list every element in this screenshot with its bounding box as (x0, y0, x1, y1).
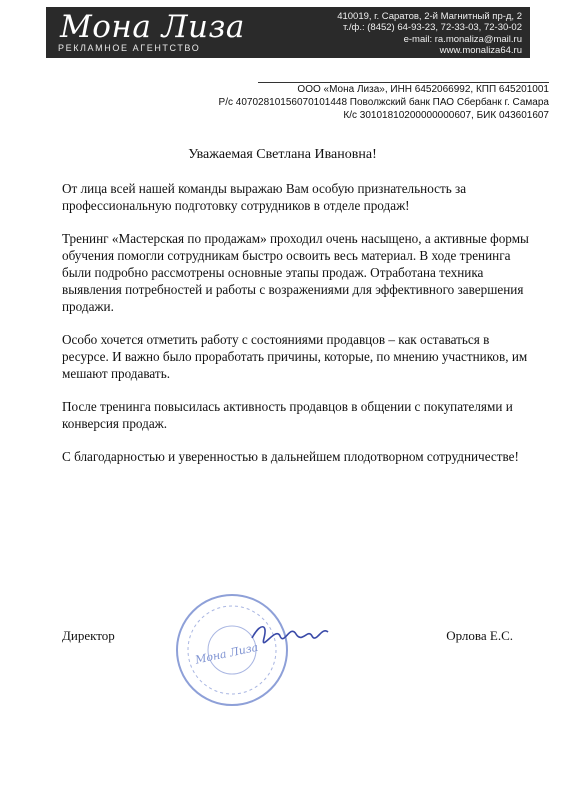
letter-body (62, 180, 536, 481)
letter-greeting: Уважаемая Светлана Ивановна! (188, 147, 377, 162)
signer-name: Орлова Е.С. (446, 628, 513, 643)
company-logo: Мона Лиза (60, 9, 245, 45)
requisites-line: К/с 30101810200000000607, БИК 043601607 (343, 110, 549, 121)
contact-website: www.monaliza64.ru (439, 44, 522, 56)
requisites-line: Р/с 40702810156070101448 Поволжский банк ПАО Сбербанк г. Самара (218, 97, 549, 108)
letter-paragraph: После тренинга повысилась активность продавцов в общении с покупателями и конверсия продаж. (62, 399, 513, 431)
letter-paragraph: Особо хочется отметить работу с состояниями продавцов – как оставаться в ресурсе. И важно было проработать причины, которые, по мнению участников, им мешают продавать. (62, 332, 528, 381)
requisites-line: ООО «Мона Лиза», ИНН 6452066992, КПП 645201001 (297, 84, 549, 95)
contact-address: 410019, г. Саратов, 2-й Магнитный пр-д, 2 (337, 11, 522, 22)
letter-paragraph: Тренинг «Мастерская по продажам» проходил очень насыщено, а активные формы обучения помогли сотрудникам быстро освоить весь материал. В ходе тренинга были подробно рассмотрены основные этапы продаж. Отработана техника выявления потребностей и работы с возражениями для эффективного завершения продажи. (62, 231, 529, 314)
contact-phone: т./ф.: (8452) 64-93-23, 72-33-03, 72-30-02 (342, 22, 522, 34)
signer-position: Директор (62, 628, 115, 643)
contact-email: e-mail: ra.monaliza@mail.ru (403, 33, 522, 45)
company-stamp (172, 590, 292, 710)
contact-block (337, 11, 522, 56)
company-requisites (219, 83, 549, 122)
company-tagline: РЕКЛАМНОЕ АГЕНТСТВО (58, 43, 201, 53)
stamp-text: Мона Лиза (193, 640, 260, 667)
handwritten-signature (250, 618, 330, 648)
letter-paragraph: От лица всей нашей команды выражаю Вам особую признательность за профессиональную подготовку сотрудников в отделе продаж! (62, 181, 467, 213)
letter-paragraph: С благодарностью и уверенностью в дальнейшем плодотворном сотрудничестве! (62, 449, 519, 464)
letterhead (46, 7, 530, 58)
